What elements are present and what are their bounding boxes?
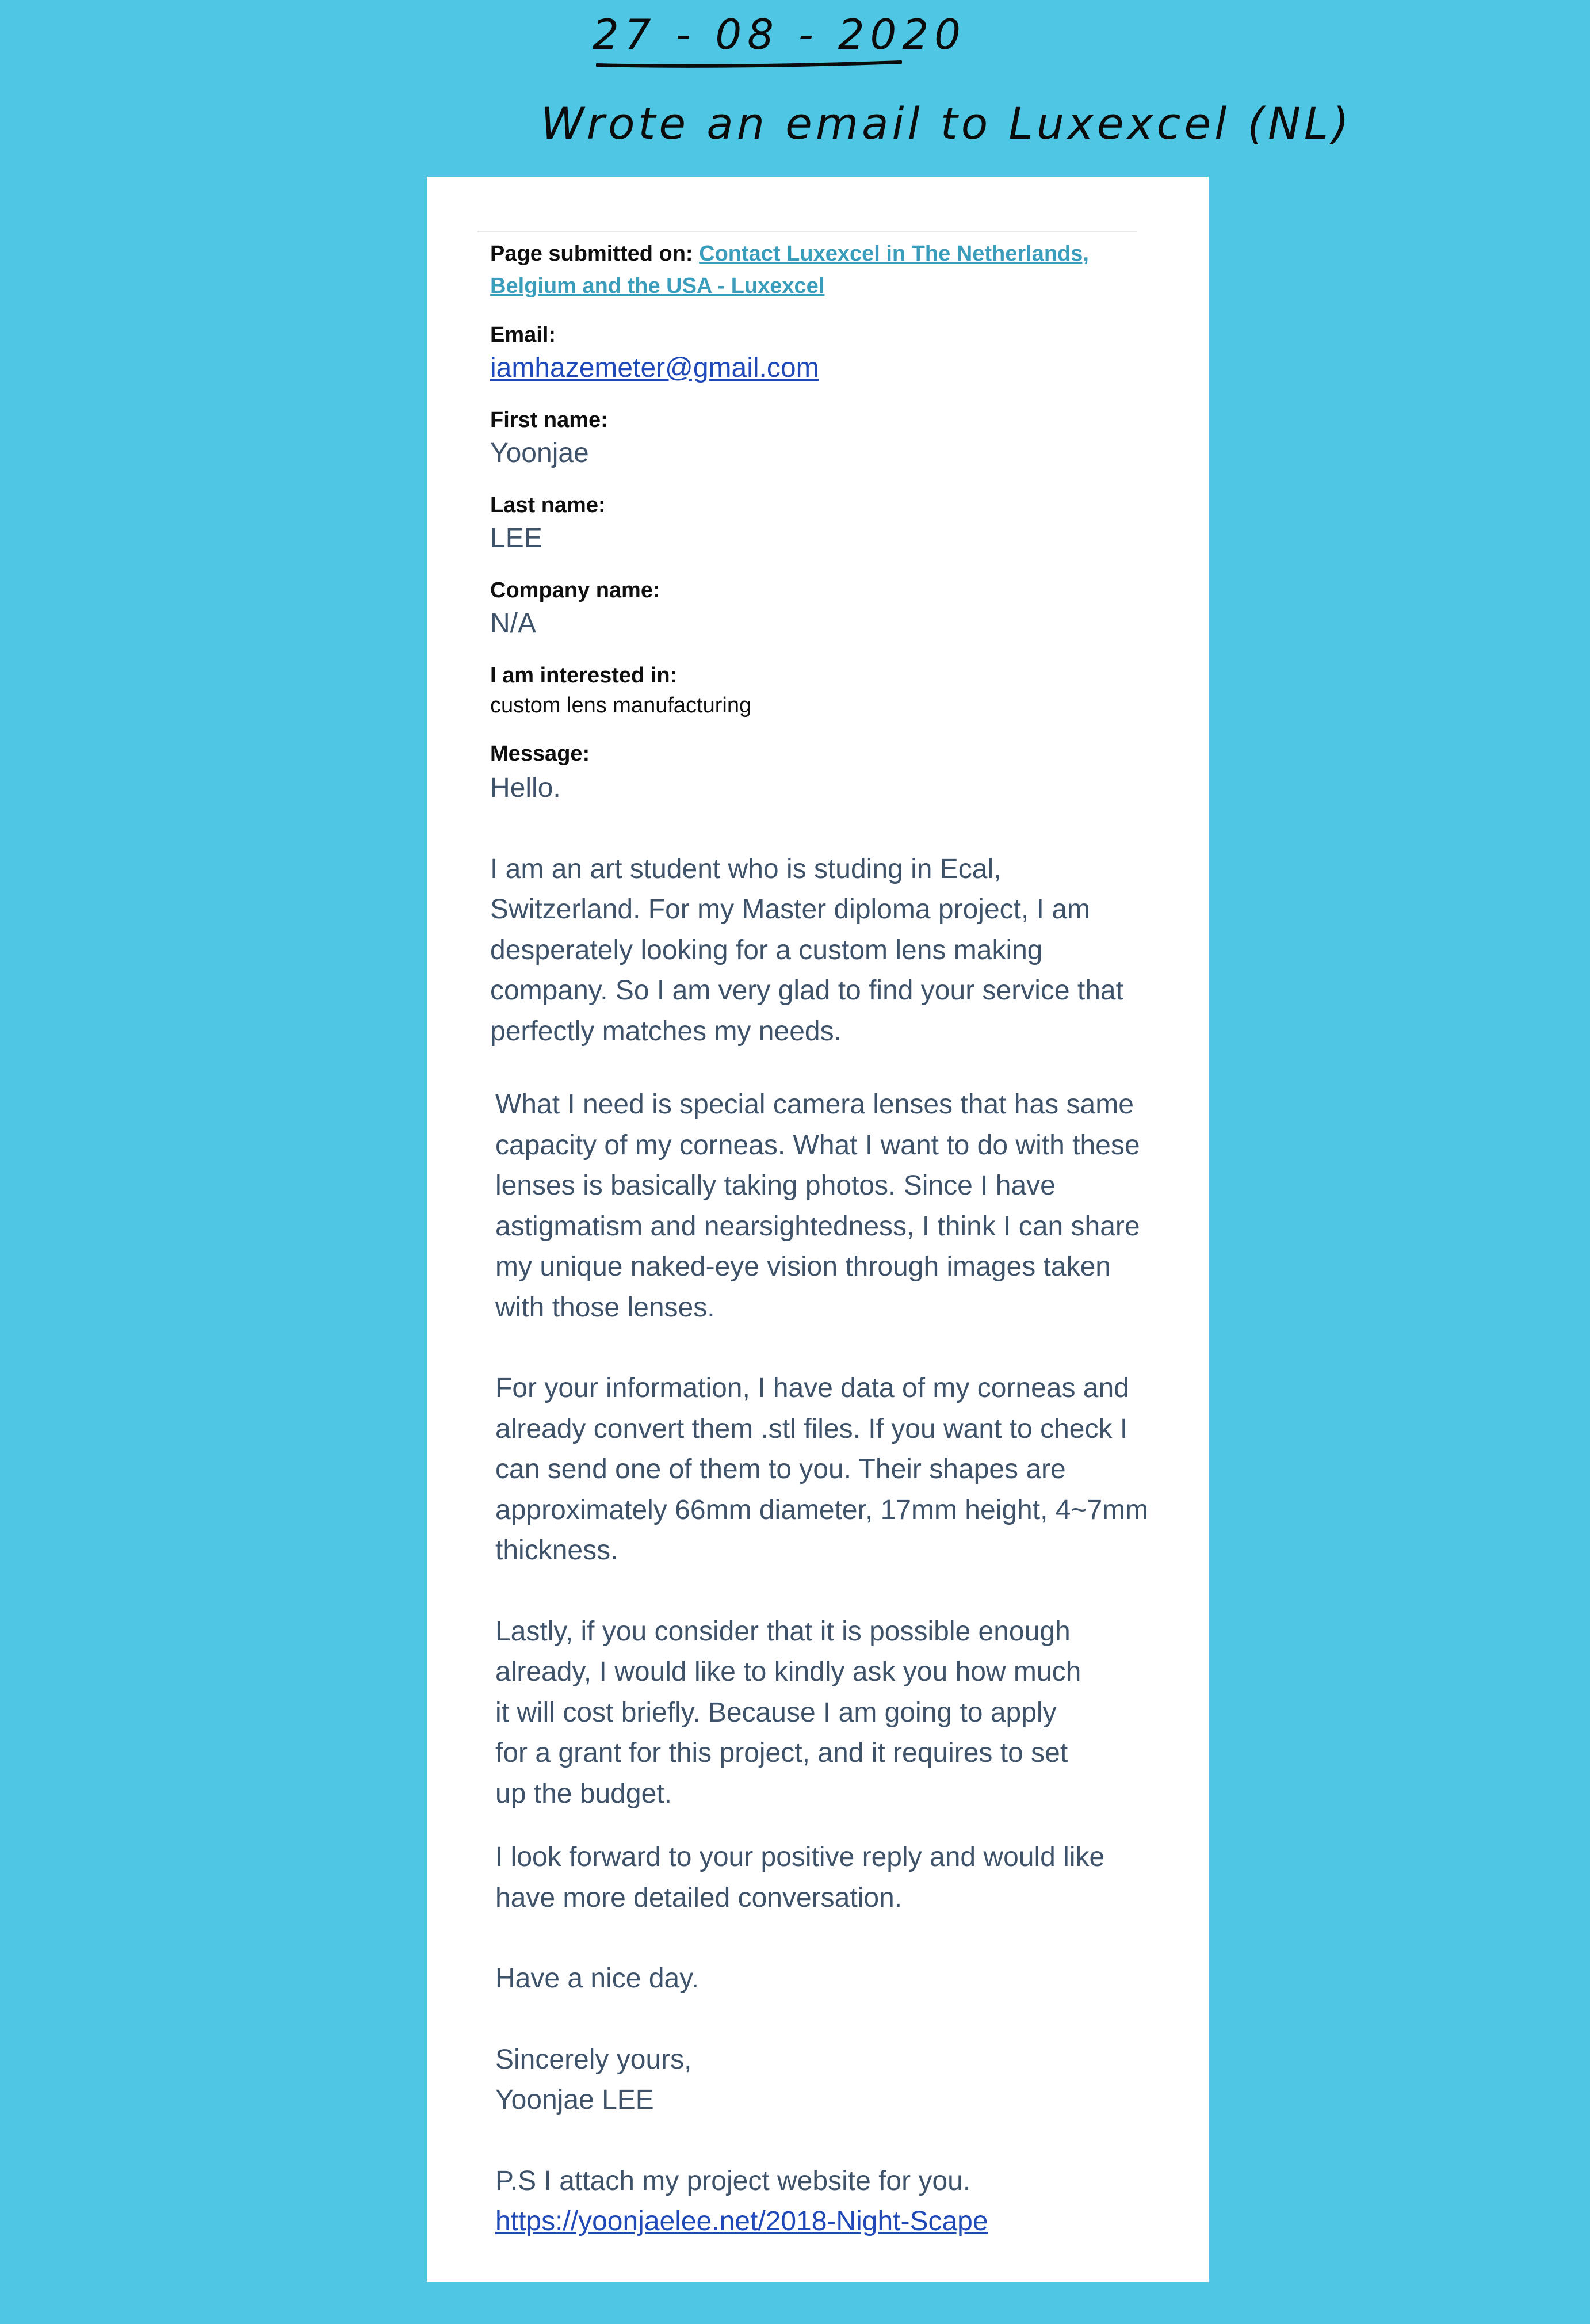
message-closing: Sincerely yours,	[495, 2044, 692, 2075]
last-name-value: LEE	[490, 523, 542, 554]
email-card	[427, 177, 1209, 2282]
message-body	[490, 768, 1152, 2242]
handwritten-date: 27 - 08 - 2020	[593, 10, 966, 59]
first-name-label: First name:	[490, 408, 608, 432]
handwritten-note: Wrote an email to Luxexcel (NL)	[541, 98, 1352, 149]
message-label: Message:	[490, 742, 590, 766]
date-underline	[596, 60, 902, 68]
first-name-value: Yoonjae	[490, 438, 589, 468]
message-ps: P.S I attach my project website for you.	[495, 2165, 971, 2196]
message-paragraph-3: For your information, I have data of my corneas and already convert them .stl files. If you want to check I can send one of them to you. Their shapes are approximately 66mm diameter, 17mm height, 4~7mm thickness.	[495, 1373, 1149, 1566]
message-signature: Yoonjae LEE	[495, 2085, 654, 2115]
email-link[interactable]: iamhazemeter@gmail.com	[490, 353, 819, 383]
email-label: Email:	[490, 323, 556, 347]
page-submitted	[490, 238, 1123, 302]
interest-label: I am interested in:	[490, 663, 678, 688]
message-ps-link-line	[490, 2201, 1152, 2242]
email-field	[490, 320, 1152, 387]
message-greeting: Hello.	[490, 773, 561, 803]
last-name-field	[490, 491, 1152, 558]
last-name-label: Last name:	[490, 493, 606, 517]
interest-field	[490, 661, 1152, 721]
company-value: N/A	[490, 608, 537, 639]
company-field	[490, 576, 1152, 643]
message-paragraph-6: Have a nice day.	[495, 1963, 699, 1994]
divider	[477, 231, 1137, 232]
message-paragraph-4: Lastly, if you consider that it is possible enough already, I would like to kindly ask you how much it will cost briefly. Because I am going to apply for a grant for this project, and it requires to set up the budget.	[495, 1616, 1081, 1809]
message-field	[490, 739, 1152, 2242]
message-paragraph-1: I am an art student who is studing in Ecal, Switzerland. For my Master diploma project, I am desperately looking for a custom lens making company. So I am very glad to find your service that perfectly matches my needs.	[490, 853, 1123, 1047]
message-paragraph-5: I look forward to your positive reply and would like have more detailed conversation.	[495, 1842, 1105, 1913]
submitted-label: Page submitted on:	[490, 242, 693, 266]
project-website-link[interactable]: https://yoonjaelee.net/2018-Night-Scape	[495, 2206, 988, 2237]
email-content	[490, 238, 1152, 2242]
submitted-page-link[interactable]: Contact Luxexcel in The Netherlands, Belgium and the USA - Luxexcel	[490, 242, 1089, 298]
company-label: Company name:	[490, 578, 660, 602]
first-name-field	[490, 406, 1152, 472]
interest-value: custom lens manufacturing	[490, 693, 752, 718]
message-paragraph-2: What I need is special camera lenses that has same capacity of my corneas. What I want to do with these lenses is basically taking photos. Since I have astigmatism and nearsightedness, I think I can share my unique naked-eye vision through images taken with those lenses.	[495, 1089, 1140, 1323]
